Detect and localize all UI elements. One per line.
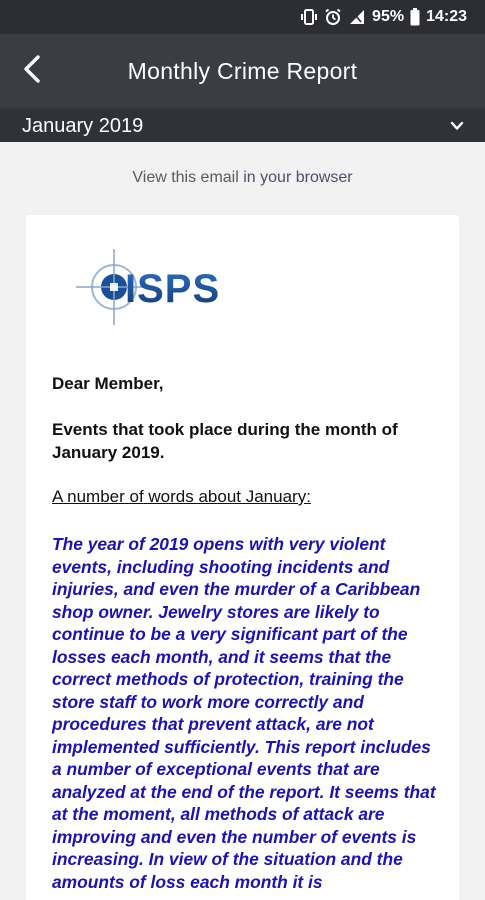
clock: 14:23: [426, 8, 467, 25]
chevron-down-icon: [449, 118, 465, 134]
view-in-browser-link[interactable]: in your browser: [243, 169, 353, 186]
alarm-icon: [324, 8, 342, 26]
app-bar: [0, 34, 485, 108]
section-heading: A number of words about January:: [52, 487, 311, 506]
status-bar: [0, 0, 485, 34]
intro-text: Events that took place during the month of January 2019.: [52, 420, 398, 462]
back-chevron-icon: [22, 54, 42, 89]
battery-percent: 95%: [372, 8, 405, 25]
back-button[interactable]: [10, 49, 54, 93]
battery-icon: [410, 8, 420, 26]
logo-text: ISPS: [125, 267, 221, 311]
view-in-browser-prefix: View this email: [132, 169, 239, 186]
vibrate-icon: [300, 8, 318, 26]
app-title: Monthly Crime Report: [127, 58, 358, 84]
month-selector[interactable]: [0, 108, 485, 142]
email-content[interactable]: [0, 142, 485, 900]
signal-icon: [348, 8, 366, 26]
isps-logo: [74, 247, 254, 327]
salutation: Dear Member,: [52, 374, 164, 393]
status-icons: [300, 0, 467, 34]
month-selector-value: January 2019: [22, 115, 144, 137]
report-body: The year of 2019 opens with very violent events, including shooting incidents and injuries, and even the murder of a Caribbean shop owner. Jewelry stores are likely to continue to be a very significant part of the losses each month, and it seems that the correct methods of protection, training the store staff to work more correctly and procedures that prevent attack, are not implemented sufficiently. This report includes a number of exceptional events that are analyzed at the end of the report. It seems that at the moment, all methods of attack are improving and even the number of events is increasing. In view of the situation and the amounts of loss each month it is: [52, 534, 436, 892]
view-in-browser: [0, 169, 485, 187]
email-card: [26, 215, 459, 900]
